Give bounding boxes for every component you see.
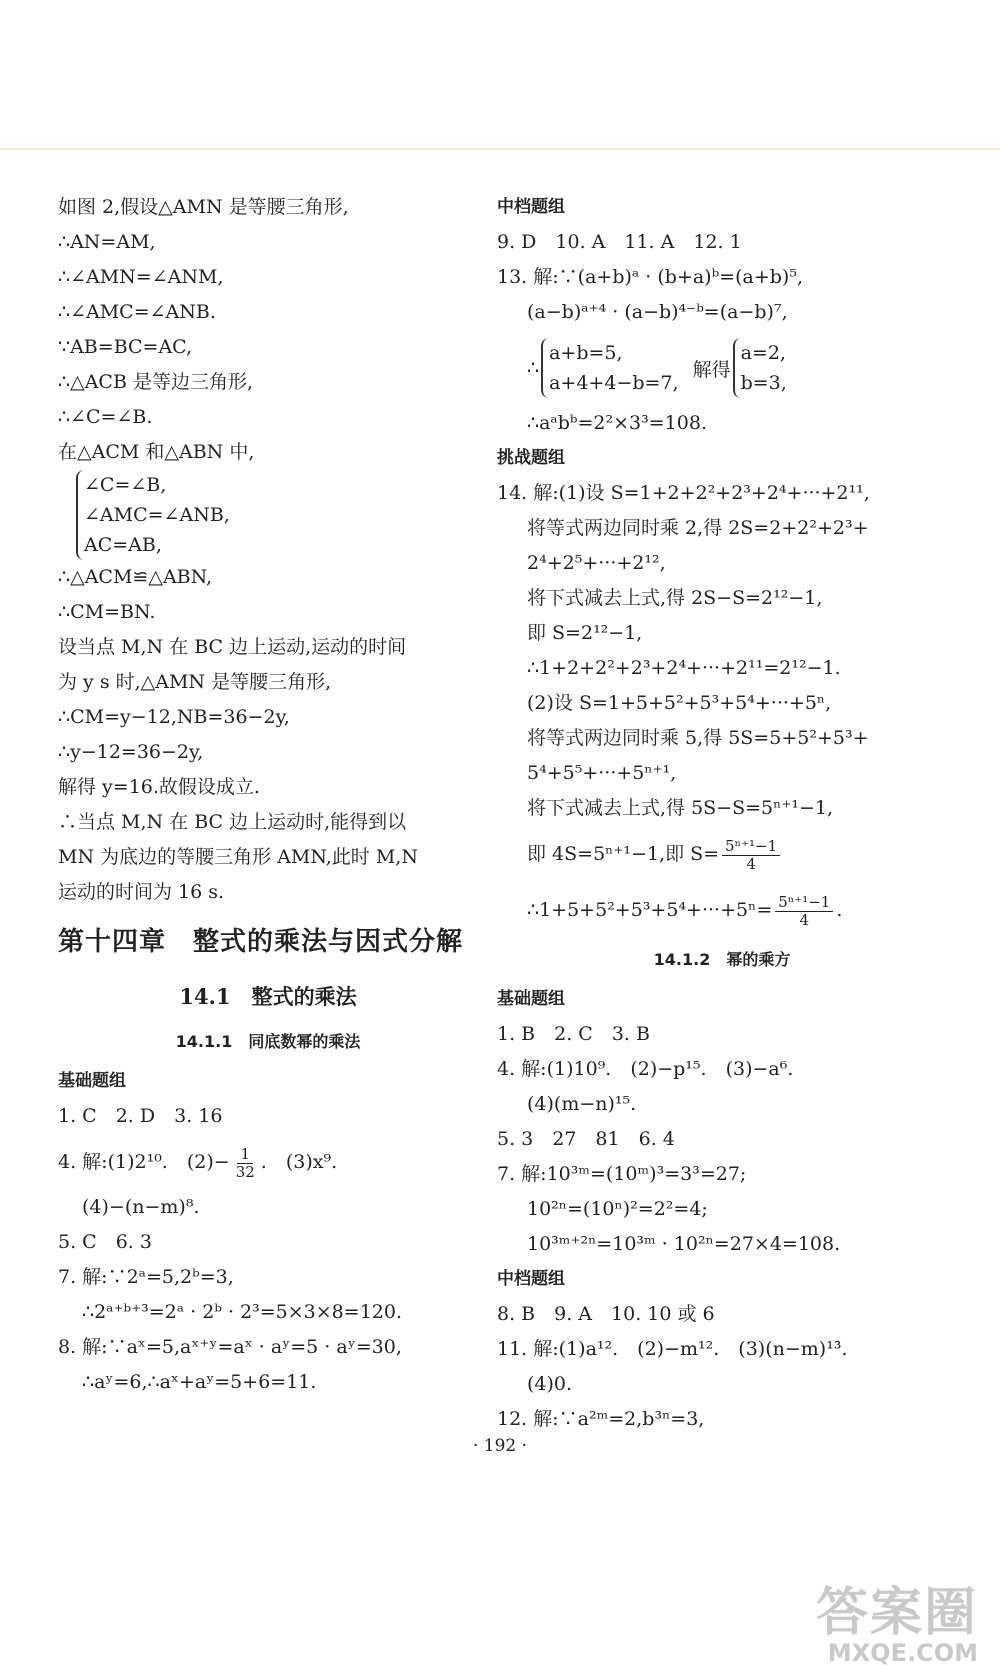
proof-line: ∴AN=AM,: [58, 231, 156, 253]
brace-line: ∠C=∠B,: [84, 474, 167, 496]
equation-line: a+b=5,: [549, 342, 623, 364]
proof-line: ∴CM=BN.: [58, 601, 156, 623]
answer-line: 7. 解:∵2ᵃ=5,2ᵇ=3,: [58, 1266, 234, 1288]
answer-line: 将等式两边同时乘 2,得 2S=2+2²+2³+: [527, 517, 869, 539]
proof-line: 运动的时间为 16 s.: [58, 881, 225, 903]
left-column: [58, 190, 478, 1400]
fraction-denominator: 4: [799, 910, 810, 929]
answer-line: 5. C 6. 3: [58, 1231, 152, 1253]
proof-line: ∴∠C=∠B.: [58, 406, 153, 428]
answer-line: 5. 3 27 81 6. 4: [497, 1128, 675, 1150]
answer-line: 11. 解:(1)a¹². (2)−m¹². (3)(n−m)¹³.: [497, 1338, 848, 1360]
answer-line: (4)(m−n)¹⁵.: [527, 1093, 637, 1115]
fraction-numerator: 5ⁿ⁺¹−1: [722, 838, 780, 856]
watermark-en: MXQE.COM: [827, 1639, 978, 1667]
equation-system-row: [497, 330, 947, 406]
group-heading: 基础题组: [58, 1071, 126, 1091]
congruence-brace: [76, 470, 478, 560]
proof-line: 解得 y=16.故假设成立.: [58, 776, 260, 798]
equation-line: a=2,: [740, 342, 786, 364]
fraction: [775, 894, 833, 929]
proof-line: ∴CM=y−12,NB=36−2y,: [58, 706, 290, 728]
answer-line: 10³ᵐ⁺²ⁿ=10³ᵐ · 10²ⁿ=27×4=108.: [527, 1233, 841, 1255]
answer-line: 10²ⁿ=(10ⁿ)²=2²=4;: [527, 1198, 708, 1220]
answer-line: 4. 解:(1)10⁹. (2)−p¹⁵. (3)−a⁶.: [497, 1058, 794, 1080]
watermark-logo: [816, 1570, 978, 1667]
proof-line: ∴∠AMN=∠ANM,: [58, 266, 224, 288]
equation-line: a+4+4−b=7,: [549, 372, 679, 394]
answer-line: 8. B 9. A 10. 10 或 6: [497, 1303, 715, 1325]
fraction-numerator: 5ⁿ⁺¹−1: [775, 894, 833, 912]
proof-line: 在△ACM 和△ABN 中,: [58, 441, 255, 463]
subsection-title: 14.1.2 幂的乘方: [653, 950, 791, 969]
proof-line: ∴△ACB 是等边三角形,: [58, 371, 254, 393]
answer-line: 2⁴+2⁵+···+2¹²,: [527, 552, 666, 574]
answer-line: 9. D 10. A 11. A 12. 1: [497, 231, 742, 253]
proof-line: ∴y−12=36−2y,: [58, 741, 204, 763]
answer-line: 将下式减去上式,得 2S−S=2¹²−1,: [527, 587, 823, 609]
answer-text: ∴1+5+5²+5³+5⁴+···+5ⁿ=: [527, 899, 773, 921]
answer-line: 12. 解:∵a²ᵐ=2,b³ⁿ=3,: [497, 1408, 705, 1430]
answer-line: 13. 解:∵(a+b)ᵃ · (b+a)ᵇ=(a+b)⁵,: [497, 266, 803, 288]
proof-line: 设当点 M,N 在 BC 边上运动,运动的时间: [58, 636, 407, 658]
answer-line: (2)设 S=1+5+5²+5³+5⁴+···+5ⁿ,: [527, 692, 832, 714]
section-title: 14.1 整式的乘法: [179, 984, 357, 1009]
page-number: · 192 ·: [472, 1436, 528, 1456]
proof-line: ∴∠AMC=∠ANB.: [58, 301, 216, 323]
watermark-cn: 答案圈: [815, 1583, 978, 1643]
right-column: [497, 190, 947, 1437]
answer-line: 7. 解:10³ᵐ=(10ᵐ)³=3³=27;: [497, 1163, 747, 1185]
proof-line: ∴△ACM≌△ABN,: [58, 566, 213, 588]
equation-brace: [541, 338, 678, 398]
answer-line: ∴2ᵃ⁺ᵇ⁺³=2ᵃ · 2ᵇ · 2³=5×3×8=120.: [82, 1301, 402, 1323]
answer-line: 8. 解:∵aˣ=5,aˣ⁺ʸ=aˣ · aʸ=5 · aʸ=30,: [58, 1336, 402, 1358]
chapter-title: 第十四章 整式的乘法与因式分解: [58, 927, 464, 957]
group-heading: 基础题组: [497, 989, 565, 1009]
fraction: [722, 838, 780, 873]
answer-line: 即 S=2¹²−1,: [527, 622, 643, 644]
answer-line: (a−b)ᵃ⁺⁴ · (a−b)⁴⁻ᵇ=(a−b)⁷,: [527, 301, 788, 323]
proof-line: ∴当点 M,N 在 BC 边上运动时,能得到以: [58, 811, 407, 833]
subsection-title: 14.1.1 同底数幂的乘法: [175, 1032, 361, 1051]
proof-line: 如图 2,假设△AMN 是等腰三角形,: [58, 196, 349, 218]
fraction-denominator: 32: [235, 1162, 255, 1181]
fraction: [233, 1146, 258, 1181]
answer-line: 1. C 2. D 3. 16: [58, 1105, 223, 1127]
answer-text: .: [836, 899, 843, 921]
answer-line: 将下式减去上式,得 5S−S=5ⁿ⁺¹−1,: [527, 797, 834, 819]
answer-line: (4)0.: [527, 1373, 573, 1395]
answer-line: ∴1+2+2²+2³+2⁴+···+2¹¹=2¹²−1.: [527, 657, 841, 679]
answer-line: [497, 882, 947, 938]
equation-line: b=3,: [740, 372, 787, 394]
group-heading: 中档题组: [497, 197, 565, 217]
group-heading: 中档题组: [497, 1269, 565, 1289]
brace-line: ∠AMC=∠ANB,: [84, 504, 230, 526]
proof-line: 为 y s 时,△AMN 是等腰三角形,: [58, 671, 332, 693]
group-heading: 挑战题组: [497, 448, 565, 468]
answer-line: ∴aʸ=6,∴aˣ+aʸ=5+6=11.: [82, 1371, 317, 1393]
header-rule: [0, 148, 1000, 150]
fraction-numerator: 1: [237, 1146, 253, 1164]
answer-text: 4. 解:(1)2¹⁰. (2)−: [58, 1151, 230, 1173]
brace-line: AC=AB,: [84, 534, 162, 556]
answer-text: 即 4S=5ⁿ⁺¹−1,即 S=: [527, 843, 720, 865]
answer-line: [58, 1134, 478, 1190]
proof-line: ∵AB=BC=AC,: [58, 336, 193, 358]
answer-line: 5⁴+5⁵+···+5ⁿ⁺¹,: [527, 762, 677, 784]
answer-line: [497, 826, 947, 882]
answer-line: 14. 解:(1)设 S=1+2+2²+2³+2⁴+···+2¹¹,: [497, 482, 870, 504]
solution-brace: [733, 338, 787, 398]
solve-text: 解得: [692, 358, 731, 381]
answer-line: 将等式两边同时乘 5,得 5S=5+5²+5³+: [527, 727, 869, 749]
therefore-symbol: ∴: [527, 357, 540, 379]
answer-text: . (3)x⁹.: [260, 1151, 338, 1173]
answer-line: ∴aᵃbᵇ=2²×3³=108.: [527, 412, 707, 434]
answer-line: (4)−(n−m)⁸.: [82, 1196, 200, 1218]
fraction-denominator: 4: [746, 854, 756, 873]
proof-line: MN 为底边的等腰三角形 AMN,此时 M,N: [58, 846, 418, 868]
answer-line: 1. B 2. C 3. B: [497, 1023, 650, 1045]
